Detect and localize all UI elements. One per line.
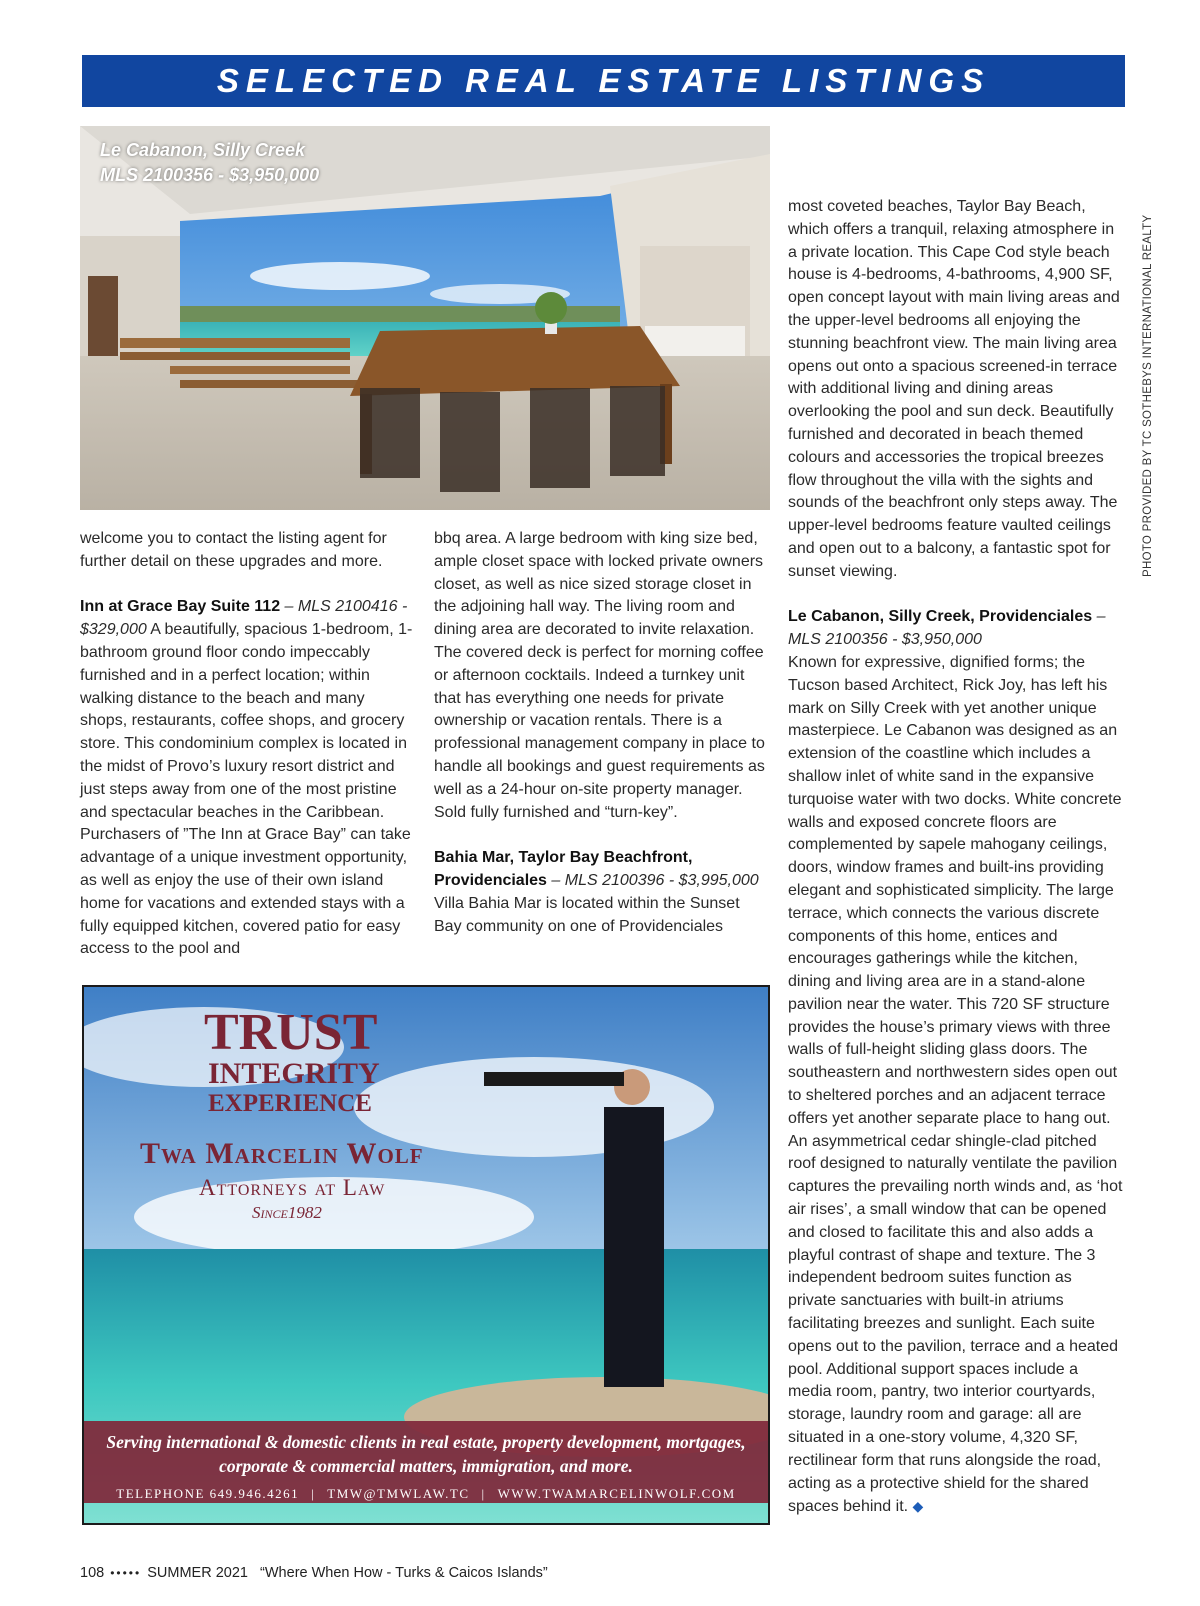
listing-mls-price: – MLS 2100356 - $3,950,000 (788, 608, 1106, 649)
listing-title: Inn at Grace Bay Suite 112 (80, 598, 281, 616)
listing-photo (80, 126, 770, 510)
listing-title: Bahia Mar, Taylor Bay Beachfront, Providenciales (434, 849, 693, 889)
photo-credit: PHOTO PROVIDED BY TC SOTHEBYS INTERNATIONAL REALTY (1142, 214, 1154, 577)
ad-services: Serving international & domestic clients in real estate, property development, mortgages, corporate & commercial matters, immigration, and more. (106, 1432, 746, 1476)
publication-name: “Where When How - Turks & Caicos Islands” (260, 1565, 548, 1581)
listing-description: A beautifully, spacious 1-bedroom, 1-bathroom ground floor condo impeccably furnished and in a perfect location; within walking distance to the beach and many shops, restaurants, coffee shops, and grocery store. This condominium complex is located in the midst of Provo’s luxury resort district and just steps away from one of the most pristine and spectacular beaches in the Caribbean. Purchasers of ”The Inn at Grace Bay” can take advantage of a unique investment opportunity, as well as enjoy the use of their own island home for vacations and extended stays with a fully equipped kitchen, covered patio for easy access to the pool and (80, 621, 413, 958)
listing-description: Known for expressive, dignified forms; the Tucson based Architect, Rick Joy, has left his mark on Silly Creek with yet another unique masterpiece. Le Cabanon was designed as an extension of the coastline which includes a shallow inlet of white sand in the expansive turquoise water with two docks. White concrete walls and exposed concrete floors are complemented by sapele mahogany ceilings, doors, window frames and built-ins providing elegant and sophisticated simplicity. The large terrace, which connects the various discrete components of this home, entices and encourages gatherings while the kitchen, dining and living area are in a stand-alone pavilion near the water. This 720 SF structure provides the house’s primary views with three walls of full-height sliding glass doors. The southeastern and northwestern sides open out to sheltered porches and an adjacent terrace offers yet another separate place to hang out. An asymmetrical cedar shingle-clad pitched roof designed to naturally ventilate the pavilion captures the prevailing north winds and, as ‘hot air rises’, a small window that can be opened and closed to facilitate this and also adds a playful contrast of shape and texture. The 3 independent bedroom suites function as private sanctuaries with built-in atriums facilitating breezes and sunlight. Each suite opens out to the pavilion, terrace and a heated pool. Additional support spaces include a media room, pantry, two interior courtyards, storage, laundry room and garage: all are situated in a one-story volume, 4,320 SF, rectilinear form that runs alongside the road, acting as a protective shield for the shared spaces behind it. (788, 653, 1123, 1516)
ad-attorneys: Attorneys at Law (199, 1175, 386, 1200)
article-column-3 (788, 196, 1124, 1542)
photo-caption-price: MLS 2100356 - $3,950,000 (100, 165, 320, 185)
law-firm-advertisement (82, 985, 770, 1525)
photo-caption (100, 138, 319, 188)
intro-paragraph: welcome you to contact the listing agent for further detail on these upgrades and more. (80, 530, 387, 570)
page-footer (80, 1565, 548, 1581)
ad-headline (204, 1004, 380, 1119)
section-banner: SELECTED REAL ESTATE LISTINGS (82, 55, 1125, 107)
issue-label: SUMMER 2021 (147, 1565, 248, 1581)
listing-inn-grace-bay (80, 596, 415, 961)
listing-description: Villa Bahia Mar is located within the Sunset Bay community on one of Providenciales (434, 894, 740, 935)
separator: | (311, 1486, 316, 1501)
listing-le-cabanon (788, 606, 1124, 1519)
ad-email[interactable]: TMW@TMWLAW.TC (327, 1486, 470, 1501)
ad-trust: TRUST (204, 1004, 378, 1061)
end-diamond-icon: ◆ (912, 1498, 924, 1515)
ad-firm-name: Twa Marcelin Wolf (140, 1137, 424, 1170)
article-column-1 (80, 528, 415, 984)
photo-caption-title: Le Cabanon, Silly Creek (100, 140, 306, 160)
ad-since: Since1982 (252, 1203, 322, 1222)
article-column-2 (434, 528, 769, 961)
ad-telephone[interactable]: TELEPHONE 649.946.4261 (116, 1486, 300, 1501)
page-number: 108 (80, 1565, 105, 1581)
continued-paragraph: most coveted beaches, Taylor Bay Beach, which offers a tranquil, relaxing atmosphere in a private location. This Cape Cod style beach house is 4-bedrooms, 4-bathrooms, 4,900 SF, open concept layout with main living areas and the upper-level bedrooms all enjoying the stunning beachfront view. The main living area opens out onto a spacious screened-in terrace with additional living and dining areas overlooking the pool and sun deck. Beautifully furnished and decorated in beach themed colours and accessories the tropical breezes flow throughout the villa with the sights and sounds of the beachfront only steps away. The upper-level bedrooms feature vaulted ceilings and open out to a balcony, a fantastic spot for sunset viewing. (788, 198, 1120, 580)
listing-title: Le Cabanon, Silly Creek, Providenciales (788, 608, 1093, 626)
ad-experience: EXPERIENCE (208, 1090, 372, 1117)
continued-paragraph: bbq area. A large bedroom with king size bed, ample closet space with locked private owners closet, as well as nice sized storage closet in the adjoining hall way. The living room and dining area are decorated to invite relaxation. The covered deck is perfect for morning coffee or afternoon cocktails. Indeed a turnkey unit that has everything one needs for private ownership or vacation rentals. There is a professional management company in place to handle all bookings and guest requirements as well as a 24-hour on-site property manager. Sold fully furnished and “turn-key”. (434, 530, 765, 821)
ad-info-bar (84, 1421, 768, 1503)
listing-mls-price: – MLS 2100396 - $3,995,000 (551, 871, 759, 889)
listing-mls-price: – MLS 2100416 - $329,000 (80, 598, 408, 639)
ad-contact-line (84, 1486, 768, 1502)
listing-bahia-mar (434, 847, 769, 938)
footer-dots: ••••• (110, 1566, 142, 1580)
ad-website[interactable]: WWW.TWAMARCELINWOLF.COM (497, 1486, 736, 1501)
separator: | (481, 1486, 486, 1501)
ad-integrity: INTEGRITY (208, 1057, 380, 1090)
